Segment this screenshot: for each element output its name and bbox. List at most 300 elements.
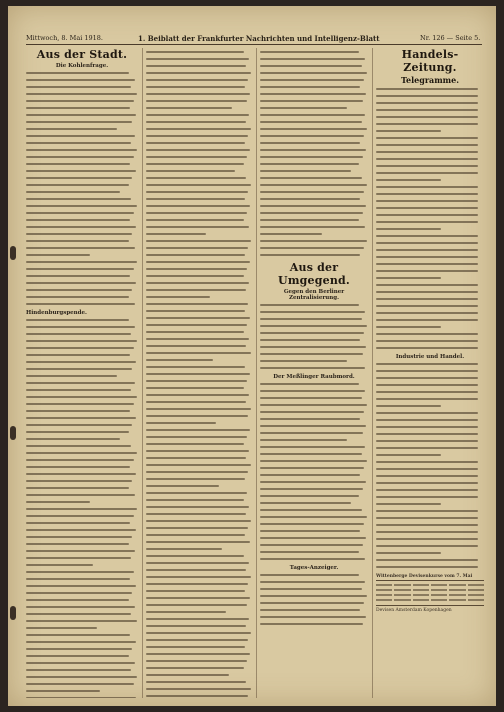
text-line — [26, 445, 131, 447]
section-title-region: Aus der Umgegend. — [278, 261, 350, 287]
text-line — [376, 109, 478, 111]
text-line — [260, 623, 363, 625]
text-line — [146, 226, 249, 228]
column-news-continued — [146, 48, 252, 698]
text-line — [260, 149, 366, 151]
text-line — [376, 440, 478, 442]
text-line — [260, 467, 364, 469]
text-line — [26, 184, 129, 186]
text-line — [376, 298, 478, 300]
text-line — [146, 310, 245, 312]
table-cell — [449, 599, 465, 601]
text-line — [260, 170, 351, 172]
column-rule — [372, 48, 373, 698]
text-line — [376, 461, 478, 463]
text-line — [146, 338, 249, 340]
text-line — [146, 604, 247, 606]
text-line — [26, 452, 137, 454]
section-title-industry: Industrie und Handel. — [395, 354, 465, 360]
text-line — [146, 464, 251, 466]
text-line — [26, 275, 130, 277]
text-line — [146, 93, 250, 95]
text-line — [376, 312, 478, 314]
exchange-table — [376, 574, 484, 613]
text-line — [260, 432, 363, 434]
text-line — [376, 144, 478, 146]
text-line — [146, 72, 251, 74]
text-line — [260, 100, 363, 102]
text-line — [260, 602, 364, 604]
text-line — [260, 114, 365, 116]
text-line — [260, 488, 363, 490]
text-line — [26, 254, 90, 256]
text-line — [146, 114, 249, 116]
text-line — [26, 634, 130, 636]
header-rule — [26, 44, 482, 45]
text-line — [260, 51, 359, 53]
text-line — [376, 116, 478, 118]
article-body — [260, 51, 368, 256]
text-line — [26, 233, 132, 235]
text-line — [26, 648, 132, 650]
text-line — [146, 58, 249, 60]
text-line — [260, 481, 366, 483]
text-line — [146, 541, 250, 543]
text-line — [260, 581, 365, 583]
text-line — [146, 527, 248, 529]
section-title-daily: Tages-Anzeiger. — [289, 565, 339, 571]
text-line — [26, 79, 135, 81]
text-line — [146, 177, 246, 179]
text-line — [26, 564, 93, 566]
table-cell — [376, 594, 392, 596]
text-line — [260, 177, 362, 179]
text-line — [26, 480, 132, 482]
text-line — [260, 184, 367, 186]
text-line — [376, 447, 478, 449]
text-line — [26, 354, 130, 356]
text-line — [146, 233, 206, 235]
text-line — [26, 599, 129, 601]
text-line — [146, 667, 244, 669]
text-line — [146, 646, 245, 648]
text-line — [146, 261, 250, 263]
text-line — [26, 396, 137, 398]
text-line — [260, 247, 364, 249]
text-line — [26, 543, 129, 545]
article-body — [376, 88, 484, 349]
text-line — [26, 466, 130, 468]
table-cell — [394, 599, 410, 601]
text-line — [376, 412, 478, 414]
text-line — [260, 318, 362, 320]
text-line — [146, 450, 249, 452]
table-cell — [376, 584, 392, 586]
text-line — [260, 93, 366, 95]
text-line — [260, 383, 359, 385]
section-title-city: Aus der Stadt. — [36, 48, 128, 61]
column-region — [260, 48, 368, 698]
text-line — [260, 65, 362, 67]
text-line — [146, 65, 246, 67]
text-line — [26, 296, 129, 298]
text-line — [376, 165, 478, 167]
text-line — [26, 170, 136, 172]
article-body — [376, 363, 484, 568]
text-line — [146, 590, 245, 592]
text-line — [146, 387, 244, 389]
text-line — [260, 163, 359, 165]
text-line — [146, 142, 245, 144]
text-line — [376, 496, 478, 498]
text-line — [376, 468, 478, 470]
text-line — [376, 102, 478, 104]
text-line — [376, 207, 478, 209]
table-cell — [394, 589, 410, 591]
text-line — [260, 233, 322, 235]
text-line — [376, 326, 441, 328]
text-line — [26, 515, 134, 517]
text-line — [26, 473, 136, 475]
text-line — [26, 403, 134, 405]
article-title-coal: Die Kohlenfrage. — [55, 63, 109, 69]
exchange-table-footer: Devisen Amsterdam Kopenhagen — [376, 605, 484, 613]
text-line — [146, 548, 222, 550]
text-line — [260, 304, 359, 306]
text-line — [376, 433, 478, 435]
text-line — [260, 156, 363, 158]
column-business — [376, 48, 484, 698]
text-line — [376, 235, 478, 237]
text-line — [26, 319, 129, 321]
text-line — [376, 340, 478, 342]
text-line — [146, 212, 247, 214]
table-cell — [431, 594, 447, 596]
text-line — [376, 566, 478, 568]
text-line — [26, 676, 137, 678]
table-cell — [468, 599, 484, 601]
text-line — [26, 114, 136, 116]
text-line — [26, 142, 131, 144]
article-body — [146, 51, 252, 698]
text-line — [260, 311, 365, 313]
text-line — [376, 482, 478, 484]
text-line — [376, 391, 478, 393]
text-line — [260, 240, 367, 242]
text-line — [260, 198, 360, 200]
text-line — [26, 163, 130, 165]
text-line — [26, 219, 130, 221]
text-line — [26, 417, 136, 419]
text-line — [260, 332, 364, 334]
table-cell — [431, 589, 447, 591]
column-rule — [142, 48, 143, 698]
text-line — [146, 639, 248, 641]
text-line — [376, 228, 441, 230]
table-cell — [468, 584, 484, 586]
text-line — [376, 384, 478, 386]
text-line — [146, 415, 248, 417]
text-line — [260, 516, 367, 518]
text-line — [146, 289, 246, 291]
text-line — [376, 319, 478, 321]
table-cell — [468, 594, 484, 596]
text-line — [26, 690, 100, 692]
text-line — [26, 536, 132, 538]
text-line — [260, 142, 360, 144]
text-line — [260, 595, 367, 597]
text-line — [260, 219, 359, 221]
text-line — [146, 268, 247, 270]
text-line — [376, 454, 441, 456]
text-line — [260, 121, 362, 123]
text-line — [146, 499, 244, 501]
binding-hole — [10, 426, 16, 440]
text-line — [260, 254, 360, 256]
text-line — [146, 149, 250, 151]
text-line — [26, 177, 132, 179]
text-line — [146, 569, 246, 571]
text-line — [260, 360, 347, 362]
text-line — [260, 353, 363, 355]
text-line — [146, 520, 251, 522]
table-cell — [468, 589, 484, 591]
text-line — [376, 123, 478, 125]
text-line — [146, 422, 216, 424]
text-line — [376, 291, 478, 293]
text-line — [146, 562, 249, 564]
table-cell — [394, 584, 410, 586]
text-line — [260, 551, 359, 553]
text-line — [376, 559, 478, 561]
table-cell — [413, 584, 429, 586]
text-line — [26, 606, 135, 608]
text-line — [26, 86, 131, 88]
text-line — [26, 410, 130, 412]
text-line — [26, 100, 134, 102]
text-line — [376, 221, 478, 223]
text-line — [26, 107, 130, 109]
article-body — [260, 304, 368, 369]
text-line — [146, 296, 210, 298]
text-line — [376, 270, 478, 272]
column-local-news — [26, 48, 138, 698]
text-line — [260, 339, 360, 341]
text-line — [260, 226, 365, 228]
text-line — [26, 226, 136, 228]
text-line — [26, 72, 129, 74]
text-line — [260, 588, 362, 590]
text-line — [26, 550, 135, 552]
text-line — [146, 429, 250, 431]
text-line — [146, 240, 251, 242]
text-line — [146, 436, 247, 438]
text-line — [260, 446, 365, 448]
text-line — [260, 558, 365, 560]
text-line — [26, 303, 135, 305]
text-line — [260, 205, 366, 207]
text-line — [146, 443, 244, 445]
text-line — [146, 597, 250, 599]
table-cell — [413, 589, 429, 591]
text-line — [146, 359, 213, 361]
text-line — [260, 474, 360, 476]
text-line — [146, 660, 247, 662]
text-line — [260, 367, 365, 369]
text-line — [376, 172, 478, 174]
text-line — [146, 457, 246, 459]
text-line — [146, 506, 249, 508]
table-cell — [413, 594, 429, 596]
text-line — [146, 632, 251, 634]
text-line — [376, 88, 478, 90]
text-line — [146, 135, 248, 137]
text-line — [376, 193, 478, 195]
text-line — [376, 545, 478, 547]
table-cell — [449, 589, 465, 591]
text-line — [146, 128, 251, 130]
article-title-centralization: Gegen den Berliner Zentralisierung. — [283, 289, 345, 301]
text-line — [260, 495, 359, 497]
text-line — [146, 611, 226, 613]
text-line — [146, 583, 248, 585]
text-line — [26, 592, 132, 594]
text-line — [146, 86, 245, 88]
text-line — [146, 184, 251, 186]
text-line — [26, 620, 137, 622]
text-line — [376, 370, 478, 372]
text-line — [376, 510, 478, 512]
text-line — [26, 121, 132, 123]
text-line — [26, 340, 137, 342]
text-line — [260, 616, 366, 618]
text-line — [146, 555, 244, 557]
text-line — [26, 149, 137, 151]
text-line — [26, 431, 129, 433]
text-line — [146, 331, 244, 333]
text-line — [26, 289, 132, 291]
text-line — [260, 390, 365, 392]
text-line — [146, 695, 248, 697]
text-line — [376, 249, 478, 251]
text-line — [260, 609, 360, 611]
text-line — [146, 513, 246, 515]
text-line — [146, 275, 244, 277]
table-cell — [449, 584, 465, 586]
text-line — [260, 537, 366, 539]
exchange-table-title: Wittenberge Devisenkurse vom 7. Mai — [376, 574, 473, 579]
text-line — [26, 268, 134, 270]
text-line — [146, 688, 251, 690]
text-line — [26, 613, 131, 615]
text-line — [146, 380, 247, 382]
header-date: Mittwoch, 8. Mai 1918. — [26, 34, 103, 42]
text-line — [260, 397, 362, 399]
text-line — [26, 205, 137, 207]
text-line — [260, 502, 351, 504]
text-line — [146, 324, 247, 326]
text-line — [260, 212, 363, 214]
text-line — [26, 156, 134, 158]
text-line — [376, 398, 478, 400]
text-line — [26, 282, 136, 284]
table-cell — [376, 589, 392, 591]
text-line — [26, 487, 129, 489]
header-masthead: 1. Beiblatt der Frankfurter Nachrichten und Intelligenz-Blatt — [138, 34, 380, 43]
text-line — [376, 242, 478, 244]
text-line — [146, 408, 251, 410]
text-line — [146, 576, 251, 578]
text-line — [260, 346, 366, 348]
text-line — [146, 219, 244, 221]
text-line — [146, 625, 246, 627]
text-line — [146, 100, 247, 102]
table-cell — [449, 594, 465, 596]
article-title-hindenburg: Hindenburgspende. — [26, 310, 87, 316]
header-page-number: Nr. 126 — Seite 5. — [420, 34, 481, 42]
text-line — [146, 107, 232, 109]
text-line — [376, 419, 478, 421]
text-line — [376, 377, 478, 379]
text-line — [26, 557, 131, 559]
text-line — [376, 347, 478, 349]
text-line — [376, 263, 478, 265]
text-line — [376, 363, 478, 365]
text-line — [146, 681, 246, 683]
text-line — [146, 156, 247, 158]
text-line — [260, 425, 366, 427]
text-line — [376, 538, 478, 540]
text-line — [376, 179, 441, 181]
article-body — [260, 574, 368, 625]
text-line — [26, 697, 136, 698]
text-line — [376, 256, 478, 258]
text-line — [376, 531, 478, 533]
text-line — [26, 438, 120, 440]
text-line — [260, 128, 367, 130]
text-line — [26, 198, 131, 200]
table-cell — [431, 599, 447, 601]
text-line — [26, 128, 117, 130]
text-line — [146, 191, 248, 193]
text-line — [260, 86, 360, 88]
text-line — [26, 424, 132, 426]
text-line — [146, 373, 250, 375]
text-line — [260, 460, 367, 462]
article-body — [260, 383, 368, 560]
text-line — [146, 618, 249, 620]
text-line — [260, 79, 364, 81]
text-line — [26, 261, 137, 263]
table-cell — [376, 599, 392, 601]
text-line — [260, 107, 347, 109]
table-cell — [431, 584, 447, 586]
text-line — [146, 394, 249, 396]
text-line — [146, 79, 248, 81]
text-line — [146, 121, 246, 123]
exchange-table-cells — [376, 584, 484, 601]
text-line — [146, 366, 245, 368]
text-line — [146, 534, 245, 536]
text-line — [146, 317, 250, 319]
text-line — [376, 489, 478, 491]
text-line — [26, 627, 97, 629]
article-body — [26, 72, 138, 305]
text-line — [260, 439, 347, 441]
text-line — [376, 186, 478, 188]
text-line — [376, 524, 478, 526]
text-line — [376, 305, 478, 307]
